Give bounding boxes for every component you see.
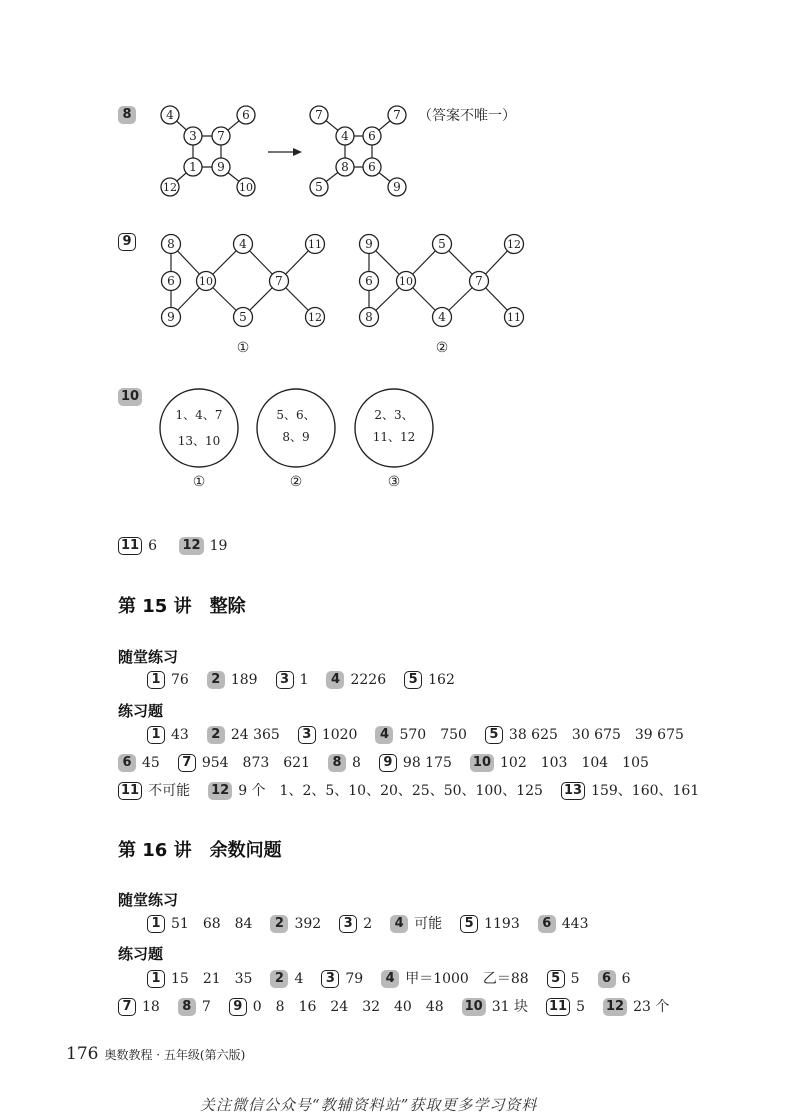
- question-11-badge: 11: [118, 537, 142, 555]
- question-number-badge: 2: [207, 726, 225, 744]
- node-label: 12: [507, 238, 521, 251]
- lecture-16-exercise-row: [118, 996, 687, 1018]
- book-title: 奥数教程 · 五年级(第六版): [104, 1048, 246, 1062]
- figure-label: ②: [289, 474, 303, 490]
- page-footer: [66, 1044, 245, 1064]
- answer-value: 15 21 35: [171, 971, 253, 987]
- watermark-text: 关注微信公众号“教辅资料站”获取更多学习资料: [200, 1096, 538, 1114]
- question-number-badge: 6: [538, 915, 556, 933]
- node-label: 9: [217, 160, 225, 174]
- set-values: 13、10: [177, 434, 221, 448]
- question-number-badge: 3: [276, 671, 294, 689]
- figure-label: ③: [387, 474, 401, 490]
- set-values: 1、4、7: [175, 408, 223, 422]
- node-label: 6: [368, 160, 376, 174]
- node-label: 12: [308, 311, 322, 324]
- q8-graph-diagram: [150, 100, 450, 200]
- node-label: 11: [507, 311, 521, 324]
- question-number-badge: 4: [375, 726, 393, 744]
- answer-value: 1020: [321, 727, 358, 743]
- lecture-15-title: 第 15 讲 整除: [118, 596, 246, 617]
- node-label: 7: [315, 108, 323, 122]
- node-label: 8: [365, 310, 373, 324]
- node-label: 7: [217, 129, 225, 143]
- node-label: 7: [275, 274, 283, 288]
- answer-value: 98 175: [402, 755, 452, 771]
- node-label: 11: [308, 238, 322, 251]
- question-number-badge: 3: [339, 915, 357, 933]
- question-number-badge: 7: [118, 998, 136, 1016]
- answer-value: 18: [142, 999, 160, 1015]
- answer-value: 6: [621, 971, 631, 987]
- answer-value: 8: [352, 755, 361, 771]
- answer-value: 2226: [350, 672, 387, 688]
- question-number-badge: 4: [381, 970, 399, 988]
- question-number-badge: 9: [229, 998, 247, 1016]
- node-label: 8: [167, 237, 175, 251]
- lecture-15-practice-answers: [147, 669, 473, 691]
- figure-label: ①: [236, 340, 250, 356]
- answer-value: 不可能: [148, 783, 191, 799]
- question-8-badge: 8: [118, 106, 136, 124]
- answer-value: 31 块: [491, 999, 528, 1015]
- answer-value: 24 365: [230, 727, 280, 743]
- node-label: 10: [399, 275, 413, 288]
- node-label: 12: [163, 181, 177, 194]
- node-label: 5: [438, 237, 446, 251]
- answer-value: 43: [171, 727, 189, 743]
- answer-value: 392: [294, 916, 322, 932]
- node-label: 5: [315, 180, 323, 194]
- question-number-badge: 5: [404, 671, 422, 689]
- answer-value: 5: [576, 999, 586, 1015]
- question-10-badge: 10: [118, 388, 142, 406]
- answer-value: 51 68 84: [171, 916, 253, 932]
- figure-label: ②: [435, 340, 449, 356]
- question-number-badge: 5: [547, 970, 565, 988]
- question-number-badge: 2: [270, 915, 288, 933]
- node-label: 4: [166, 108, 174, 122]
- lecture-16-exercise-title: 练习题: [118, 945, 164, 963]
- lecture-15-exercise-title: 练习题: [118, 702, 164, 720]
- answer-value: 79: [345, 971, 364, 987]
- node-label: 9: [167, 310, 175, 324]
- set-values: 8、9: [282, 430, 310, 444]
- q10-sets-diagram: [150, 385, 450, 495]
- node-label: 6: [167, 274, 175, 288]
- lecture-16-title: 第 16 讲 余数问题: [118, 840, 282, 861]
- lecture-15-exercise-row: [118, 780, 717, 802]
- page-number: 176: [66, 1044, 99, 1064]
- node-label: 8: [341, 160, 349, 174]
- answer-value: 954 873 621: [201, 755, 310, 771]
- question-number-badge: 12: [603, 998, 627, 1016]
- question-12-badge: 12: [179, 537, 203, 555]
- lecture-16-practice-answers: [147, 913, 606, 935]
- set-values: 5、6、: [276, 408, 316, 422]
- lecture-15-practice-title: 随堂练习: [118, 648, 179, 666]
- question-number-badge: 6: [598, 970, 616, 988]
- node-label: 1: [189, 160, 197, 174]
- node-label: 5: [239, 310, 247, 324]
- set-values: 2、3、: [374, 408, 414, 422]
- node-label: 6: [368, 129, 376, 143]
- answers-11-12: [118, 535, 245, 557]
- node-label: 6: [242, 108, 250, 122]
- question-number-badge: 6: [118, 754, 136, 772]
- answer-value: 23 个: [633, 999, 670, 1015]
- answer-value: 5: [570, 971, 580, 987]
- node-label: 4: [341, 129, 349, 143]
- question-number-badge: 7: [178, 754, 196, 772]
- question-number-badge: 3: [321, 970, 339, 988]
- node-label: 3: [189, 129, 197, 143]
- question-number-badge: 5: [460, 915, 478, 933]
- lecture-16-practice-title: 随堂练习: [118, 891, 179, 909]
- node-label: 6: [365, 274, 373, 288]
- question-number-badge: 4: [390, 915, 408, 933]
- question-number-badge: 1: [147, 671, 165, 689]
- lecture-15-exercise-row: [147, 724, 702, 746]
- answer-value: 45: [142, 755, 160, 771]
- answer-value: 1: [299, 672, 309, 688]
- question-9-badge: 9: [118, 233, 136, 251]
- answer-value: 6: [148, 538, 158, 554]
- question-number-badge: 8: [328, 754, 346, 772]
- question-number-badge: 13: [561, 782, 585, 800]
- set-values: 11、12: [372, 430, 416, 444]
- answer-value: 4: [294, 971, 304, 987]
- question-number-badge: 5: [485, 726, 503, 744]
- arrow-icon: [293, 148, 302, 156]
- answer-value: 159、160、161: [591, 783, 700, 799]
- question-number-badge: 2: [207, 671, 225, 689]
- answer-value: 可能: [414, 916, 443, 932]
- question-number-badge: 10: [470, 754, 494, 772]
- answer-value: 1193: [484, 916, 520, 932]
- answer-value: 甲＝1000 乙＝88: [405, 971, 529, 987]
- answer-value: 19: [209, 538, 228, 554]
- answer-value: 76: [171, 672, 189, 688]
- answer-value: 38 625 30 675 39 675: [508, 727, 684, 743]
- node-label: 4: [438, 310, 446, 324]
- node-label: 9: [393, 180, 401, 194]
- question-number-badge: 8: [178, 998, 196, 1016]
- answer-value: 443: [561, 916, 589, 932]
- lecture-15-exercise-row: [118, 752, 667, 774]
- q9-graph-diagram: [150, 228, 540, 358]
- node-label: 7: [475, 274, 483, 288]
- answer-value: 570 750: [399, 727, 467, 743]
- question-number-badge: 11: [546, 998, 570, 1016]
- question-number-badge: 3: [298, 726, 316, 744]
- answer-value: 0 8 16 24 32 40 48: [252, 999, 444, 1015]
- question-number-badge: 1: [147, 726, 165, 744]
- node-label: 7: [393, 108, 401, 122]
- answer-value: 9 个 1、2、5、10、20、25、50、100、125: [238, 783, 543, 799]
- question-number-badge: 9: [379, 754, 397, 772]
- answer-value: 162: [428, 672, 455, 688]
- node-label: 9: [365, 237, 373, 251]
- question-number-badge: 12: [208, 782, 232, 800]
- node-label: 4: [239, 237, 247, 251]
- node-label: 10: [199, 275, 213, 288]
- figure-label: ①: [192, 474, 206, 490]
- question-number-badge: 2: [270, 970, 288, 988]
- question-number-badge: 11: [118, 782, 142, 800]
- question-number-badge: 1: [147, 970, 165, 988]
- answer-value: 189: [230, 672, 258, 688]
- question-number-badge: 4: [326, 671, 344, 689]
- answer-value: 7: [201, 999, 211, 1015]
- answer-value: 102 103 104 105: [500, 755, 649, 771]
- lecture-16-exercise-row: [147, 968, 649, 990]
- node-label: 10: [239, 181, 253, 194]
- answer-value: 2: [363, 916, 373, 932]
- question-number-badge: 10: [462, 998, 486, 1016]
- answer-not-unique-note: （答案不唯一）: [418, 108, 516, 124]
- question-number-badge: 1: [147, 915, 165, 933]
